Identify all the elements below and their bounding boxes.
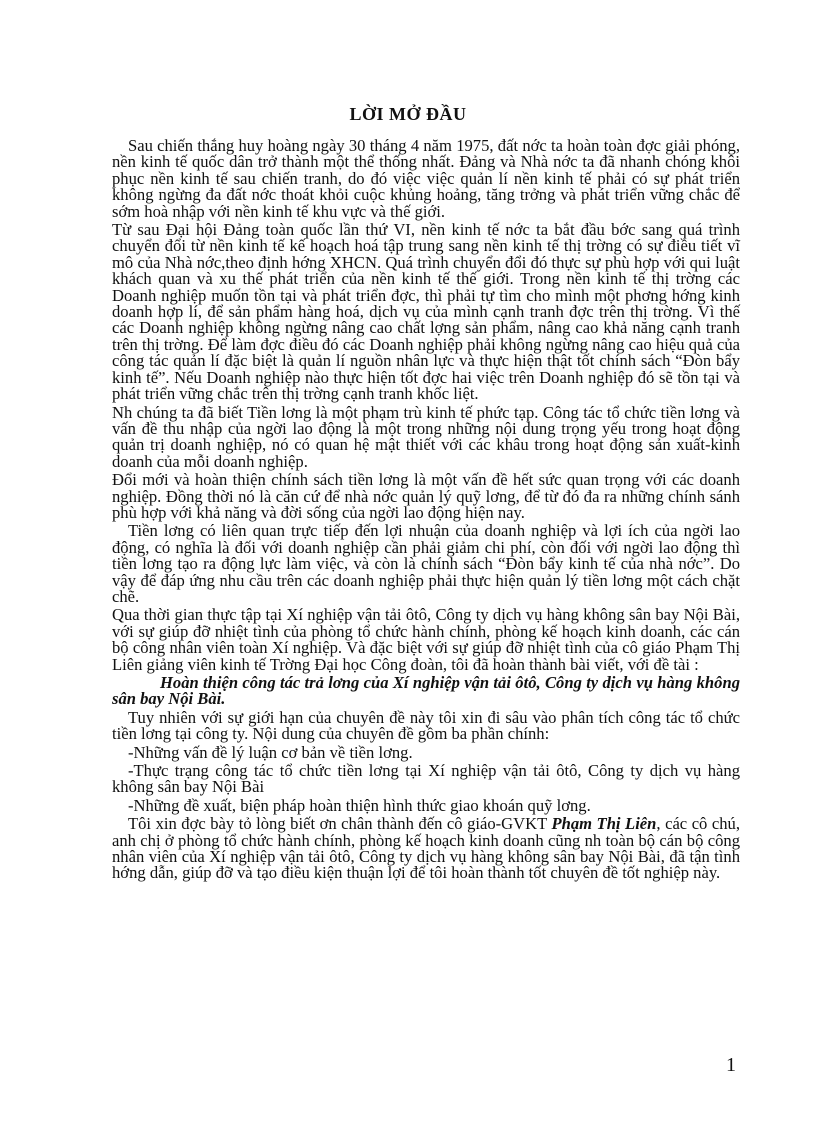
- paragraph-internship: Qua thời gian thực tập tại Xí nghiệp vận tải ôtô, Công ty dịch vụ hàng không sân bay Nội Bài, với sự giúp đỡ nhiệt tình của phòng tổ chức hành chính, phòng kế hoạch kinh doanh, các cán bộ công nhân viên toàn Xí nghiệp. Và đặc biệt với sự giúp đỡ nhiệt tình của cô giáo Phạm Thị Liên giảng viên kinh tế Trờng Đại học Công đoàn, tôi đã hoàn thành bài viết, với đề tài :: [112, 605, 740, 674]
- paragraph-intro: Sau chiến thắng huy hoàng ngày 30 tháng 4 năm 1975, đất nớc ta hoàn toàn đợc giải phóng, nền kinh tế quốc dân trở thành một thể thống nhất. Đảng và Nhà nớc ta đã nhanh chóng khôi phục nền kinh tế sau chiến tranh, do đó việc việc quản lí nền kinh tế phải có sự phát triển không ngừng đa đất nớc thoát khỏi cuộc khủng hoảng, tăng trởng và phát triển vững chắc để sớm hoà nhập với nền kinh tế khu vực và thế giới.: [112, 136, 740, 221]
- list-item: -Thực trạng công tác tổ chức tiền lơng tại Xí nghiệp vận tải ôtô, Công ty dịch vụ hàng không sân bay Nội Bài: [112, 761, 740, 797]
- thanks-end: , các cô chú, anh chị ở phòng tổ chức hành chính, phòng kế hoạch kinh doanh cũng nh toàn bộ cán bộ công nhân viên của Xí nghiệp vận tải ôtô, Công ty dịch vụ hàng không sân bay Nội Bài, đã tận tình hớng dẫn, giúp đỡ và tạo điều kiện thuận lợi để tôi hoàn thành tốt chuyên đề tốt nghiệp này.: [112, 814, 740, 883]
- paragraph-salary-concept: Nh chúng ta đã biết Tiền lơng là một phạm trù kinh tế phức tạp. Công tác tổ chức tiền lơng và vấn đề thu nhập của ngời lao động là một trong những nội dung trọng yếu trong hoạt động quản trị doanh nghiệp, nó có quan hệ mật thiết với các khâu trong hoạt động sản xuất-kinh doanh của mỗi doanh nghiệp.: [112, 402, 740, 471]
- paragraph-scope: Tuy nhiên với sự giới hạn của chuyên đề này tôi xin đi sâu vào phân tích công tác tổ chức tiền lơng tại công ty. Nội dung của chuyên đề gồm ba phần chính:: [112, 707, 740, 744]
- thanks-start: Tôi xin đợc bày tỏ lòng biết ơn chân thành đến cô giáo-GVKT: [128, 814, 552, 834]
- paragraph-thanks: [112, 816, 740, 882]
- list-item: -Những vấn đề lý luận cơ bản về tiền lơng.: [128, 742, 413, 762]
- thanks-name: Phạm Thị Liên: [551, 814, 657, 834]
- paragraph-profit: Tiền lơng có liên quan trực tiếp đến lợi nhuận của doanh nghiệp và lợi ích của ngời lao động, có nghĩa là đối với doanh nghiệp cần phải giảm chi phí, còn đối với ngời lao động thì tiền lơng tạo ra động lực làm việc, và còn là chính sách “Đòn bẩy kinh tế của nhà nớc”. Do vậy để đáp ứng nhu cầu trên các doanh nghiệp phải thực hiện quản lý tiền lơng một cách chặt chẽ.: [112, 521, 740, 606]
- paragraph-transition: Từ sau Đại hội Đảng toàn quốc lần thứ VI, nền kinh tế nớc ta bắt đầu bớc sang quá trình chuyển đổi từ nền kinh tế kế hoạch hoá tập trung sang nền kinh tế thị trờng có sự điều tiết vĩ mô của Nhà nớc,theo định hớng XHCN. Quá trình chuyển đổi đó thực sự phù hợp với qui luật khách quan và xu thế phát triển của nền kinh tế thế giới. Trong nền kinh tế thị trờng các Doanh nghiệp muốn tồn tại và phát triển đợc, thì phải tự tìm cho mình một phơng hớng kinh doanh hợp lí, để sản phẩm hàng hoá, dịch vụ của mình cạnh tranh đợc trên thị trờng. Vì thế các Doanh nghiệp không ngừng nâng cao chất lợng sản phẩm, nâng cao khả năng cạnh tranh trên thị trờng. Để làm đợc điều đó các Doanh nghiệp phải không ngừng nâng cao hiệu quả của công tác quản lí đặc biệt là quản lí nguồn nhân lực và thực hiện thật tốt chính sách “Đòn bẩy kinh tế”. Nếu Doanh nghiệp nào thực hiện tốt đợc hai việc trên Doanh nghiệp đó sẽ tồn tại và phát triển vững chắc trên thị trờng cạnh tranh khốc liệt.: [112, 220, 740, 404]
- paragraph-reform: Đổi mới và hoàn thiện chính sách tiền lơng là một vấn đề hết sức quan trọng với các doanh nghiệp. Đồng thời nó là căn cứ để nhà nớc quản lý quỹ lơng, để từ đó đa ra những chính sánh phù hợp với khả năng và đời sống của ngời lao động hiện nay.: [112, 470, 740, 522]
- page-title: LỜI MỞ ĐẦU: [349, 104, 467, 124]
- document-body: [112, 138, 740, 882]
- topic-title: Hoàn thiện công tác trả lơng của Xí nghiệp vận tải ôtô, Công ty dịch vụ hàng không sân bay Nội Bài.: [112, 673, 740, 709]
- list-item: -Những đề xuất, biện pháp hoàn thiện hình thức giao khoán quỹ lơng.: [128, 795, 591, 815]
- page-number: 1: [726, 1054, 736, 1076]
